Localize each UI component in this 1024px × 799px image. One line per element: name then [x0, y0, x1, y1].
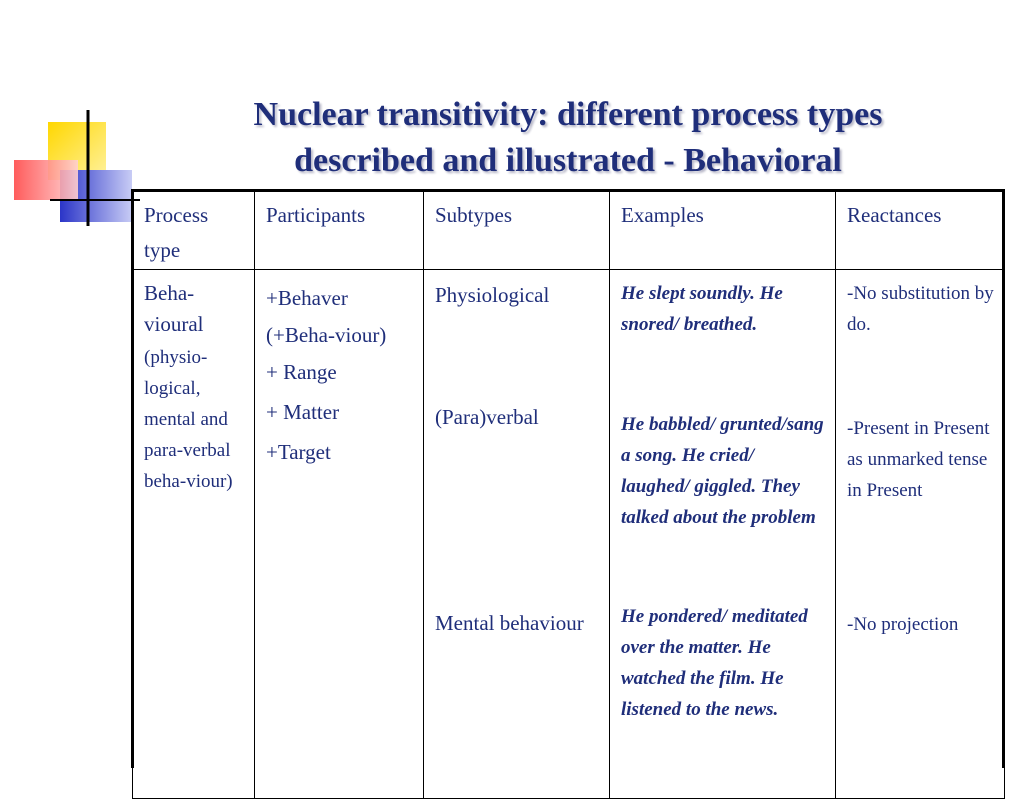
participant-item: (+Beha-viour) [266, 323, 387, 347]
table-row [133, 270, 1005, 799]
example-physiological: He slept soundly. He snored/ breathed. [621, 283, 783, 335]
participant-item: + Matter [266, 400, 340, 424]
decorative-squares [0, 0, 140, 240]
participant-item: +Target [266, 440, 331, 464]
title-line-1: Nuclear transitivity: different process types [253, 96, 883, 133]
slide-title [140, 92, 996, 184]
process-type-main: Beha-vioural [144, 281, 204, 336]
header-reactances: Reactances [836, 190, 1005, 270]
table-header-row [133, 190, 1005, 270]
cell-subtypes [424, 270, 610, 799]
cell-examples [610, 270, 836, 799]
cell-process-type [133, 270, 255, 799]
table-right-border [1002, 189, 1005, 768]
cell-participants [255, 270, 424, 799]
reactance-item: -No projection [847, 614, 959, 635]
subtype-paraverbal: (Para)verbal [435, 405, 539, 429]
subtype-physiological: Physiological [435, 283, 550, 307]
header-subtypes: Subtypes [424, 190, 610, 270]
subtype-mental: Mental behaviour [435, 611, 584, 635]
process-table [132, 189, 1005, 799]
title-line-2: described and illustrated - Behavioral [294, 142, 842, 179]
reactance-item: -Present in Present as unmarked tense in Present [847, 418, 990, 501]
participant-item: +Behaver [266, 286, 348, 310]
example-paraverbal: He babbled/ grunted/sang a song. He cried/ laughed/ giggled. They talked about the problem [621, 414, 824, 528]
process-type-sub: (physio-logical, mental and para-verbal beha-viour) [144, 347, 233, 492]
participant-item: + Range [266, 360, 337, 384]
table-top-border [132, 189, 1004, 192]
red-square [14, 160, 78, 200]
header-examples: Examples [610, 190, 836, 270]
table-left-border [131, 189, 134, 768]
cell-reactances [836, 270, 1005, 799]
example-mental: He pondered/ meditated over the matter. He watched the film. He listened to the news. [621, 606, 808, 720]
reactance-item: -No substitution by do. [847, 283, 994, 335]
header-participants: Participants [255, 190, 424, 270]
header-process-type: Process type [133, 190, 255, 270]
